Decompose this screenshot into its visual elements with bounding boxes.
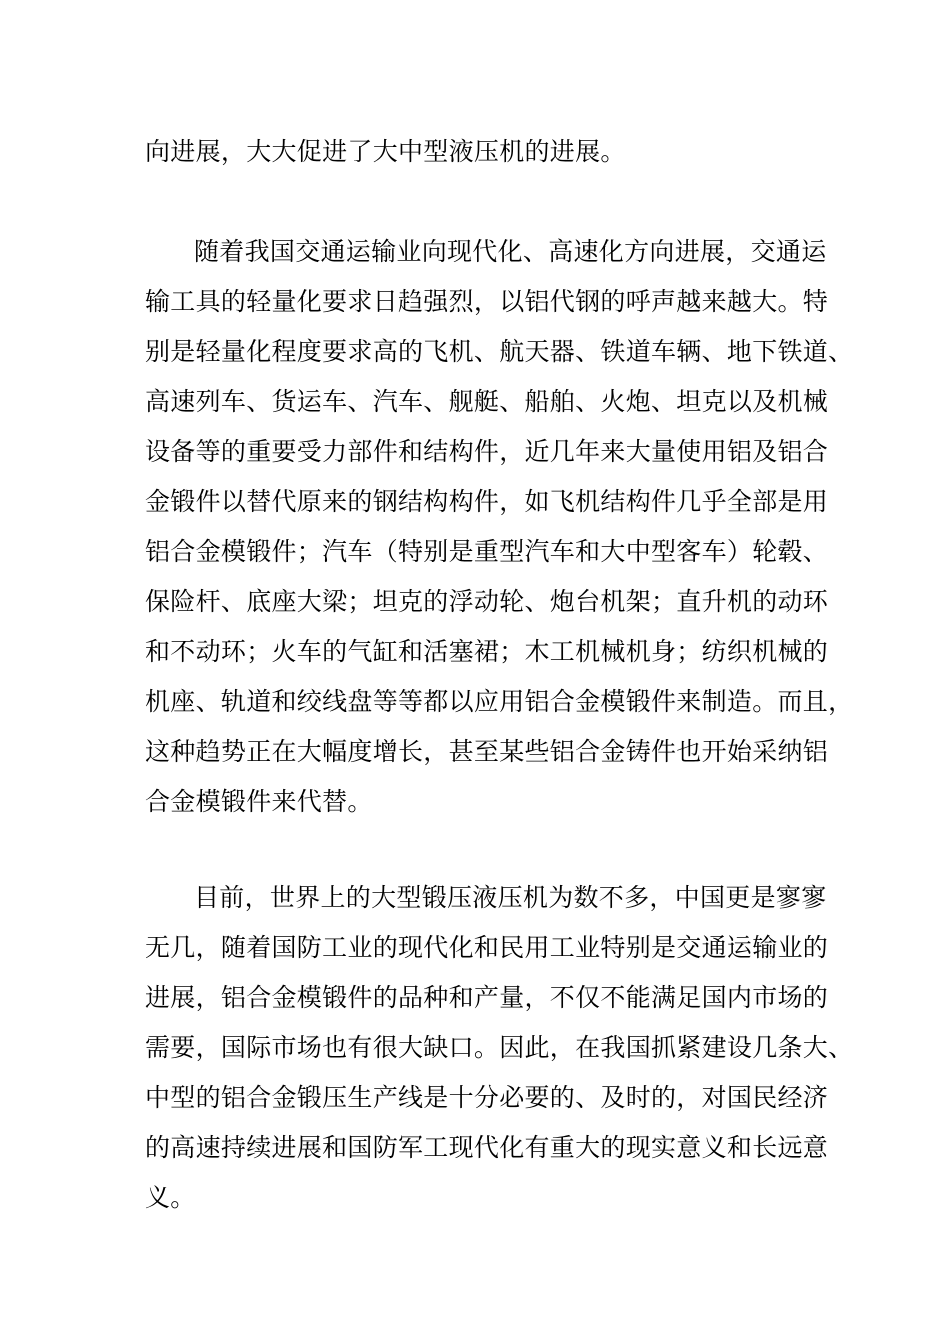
paragraph-2-line-11: 这种趋势正在大幅度增长，甚至某些铝合金铸件也开始采纳铝 — [145, 737, 829, 766]
paragraph-2-line-12: 合金模锻件来代替。 — [145, 787, 373, 816]
paragraph-3-line-1: 目前，世界上的大型锻压液压机为数不多，中国更是寥寥 — [194, 883, 827, 912]
paragraph-2-line-1: 随着我国交通运输业向现代化、高速化方向进展，交通运 — [194, 237, 827, 266]
paragraph-2-line-6: 金锻件以替代原来的钢结构构件，如飞机结构件几乎全部是用 — [145, 487, 829, 516]
paragraph-3-line-7: 义。 — [145, 1183, 196, 1212]
paragraph-3-line-5: 中型的铝合金锻压生产线是十分必要的、及时的，对国民经济 — [145, 1083, 829, 1112]
paragraph-2-line-7: 铝合金模锻件；汽车（特别是重型汽车和大中型客车）轮毂、 — [145, 537, 829, 566]
paragraph-2-line-4: 高速列车、货运车、汽车、舰艇、船舶、火炮、坦克以及机械 — [145, 387, 829, 416]
paragraph-3-line-4: 需要，国际市场也有很大缺口。因此，在我国抓紧建设几条大、 — [145, 1033, 854, 1062]
paragraph-3-line-2: 无几，随着国防工业的现代化和民用工业特别是交通运输业的 — [145, 933, 829, 962]
paragraph-3-line-3: 进展，铝合金模锻件的品种和产量，不仅不能满足国内市场的 — [145, 983, 829, 1012]
paragraph-3-line-6: 的高速持续进展和国防军工现代化有重大的现实意义和长远意 — [145, 1133, 829, 1162]
paragraph-2-line-2: 输工具的轻量化要求日趋强烈，以铝代钢的呼声越来越大。特 — [145, 287, 829, 316]
paragraph-2-line-9: 和不动环；火车的气缸和活塞裙；木工机械机身；纺织机械的 — [145, 637, 829, 666]
paragraph-2-line-10: 机座、轨道和绞线盘等等都以应用铝合金模锻件来制造。而且， — [145, 687, 854, 716]
paragraph-2-line-3: 别是轻量化程度要求高的飞机、航天器、铁道车辆、地下铁道、 — [145, 337, 854, 366]
paragraph-2-line-8: 保险杆、底座大梁；坦克的浮动轮、炮台机架；直升机的动环 — [145, 587, 829, 616]
paragraph-2-line-5: 设备等的重要受力部件和结构件，近几年来大量使用铝及铝合 — [145, 437, 829, 466]
paragraph-1-line-1: 向进展，大大促进了大中型液压机的进展。 — [145, 137, 626, 166]
